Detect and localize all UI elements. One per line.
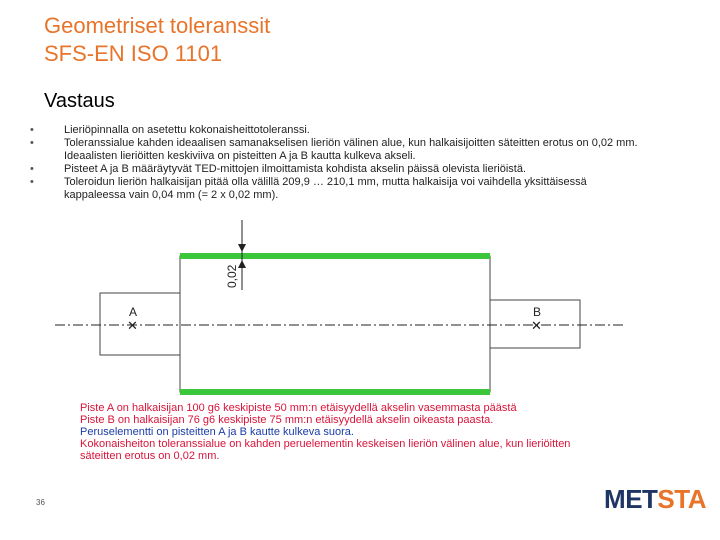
- tolerance-zone-top: [180, 253, 490, 259]
- note-point-b: Piste B on halkaisijan 76 g6 keskipiste 75 mm:n etäisyydellä akselin oikeasta paasta.: [80, 414, 494, 426]
- note-tolerance-zone: Kokonaisheiton toleranssialue on kahden peruelementin keskeisen lieriön välinen alue, kun lieriöitten säteitten erotus on 0,02 mm.: [80, 438, 571, 462]
- bullet-item: • Toleranssialue kahden ideaalisen samanakselisen lieriön välinen alue, kun halkaisijoitten säteitten erotus on 0,02 mm. Ideaalisten lieriöitten keskiviiva on pisteitten A ja B kautta kulkeva akseli.: [30, 137, 650, 163]
- bullet-item: • Pisteet A ja B määräytyvät TED-mittojen ilmoittamista kohdista akselin päissä olevista lieriöistä.: [30, 163, 650, 176]
- metsta-logo: [604, 484, 706, 515]
- bullet-item: • Toleroidun lieriön halkaisijan pitää olla välillä 209,9 … 210,1 mm, mutta halkaisija voi vaihdella yksittäisessä kappaleessa vain 0,04 mm (= 2 x 0,02 mm).: [30, 176, 650, 202]
- notes-block: [80, 402, 600, 462]
- point-b-label: B: [533, 305, 542, 319]
- section-heading: Vastaus: [44, 90, 115, 112]
- slide-title: [44, 12, 270, 68]
- tolerance-label: 0,02: [225, 264, 239, 288]
- tolerance-zone-bottom: [180, 389, 490, 395]
- arrow-down-icon: [238, 244, 246, 252]
- point-b-marker: ✕: [531, 319, 542, 334]
- left-end-cylinder: [100, 293, 180, 355]
- title-line-2: SFS-EN ISO 1101: [44, 41, 223, 66]
- point-a-marker: ✕: [127, 319, 138, 334]
- bullet-list: [30, 124, 650, 202]
- title-line-1: Geometriset toleranssit: [44, 13, 271, 38]
- bullet-item: • Lieriöpinnalla on asetettu kokonaisheittotoleranssi.: [30, 124, 650, 137]
- point-a-label: A: [129, 305, 138, 319]
- logo-part-2: STA: [657, 484, 706, 514]
- note-point-a: Piste A on halkaisijan 100 g6 keskipiste 50 mm:n etäisyydellä akselin vasemmasta päästä: [80, 402, 517, 414]
- note-datum: Peruselementti on pisteitten A ja B kautte kulkeva suora.: [80, 426, 354, 438]
- page-number: 36: [36, 498, 45, 507]
- arrow-up-icon: [238, 260, 246, 268]
- logo-part-1: MET: [604, 484, 658, 514]
- shaft-diagram: [0, 220, 720, 400]
